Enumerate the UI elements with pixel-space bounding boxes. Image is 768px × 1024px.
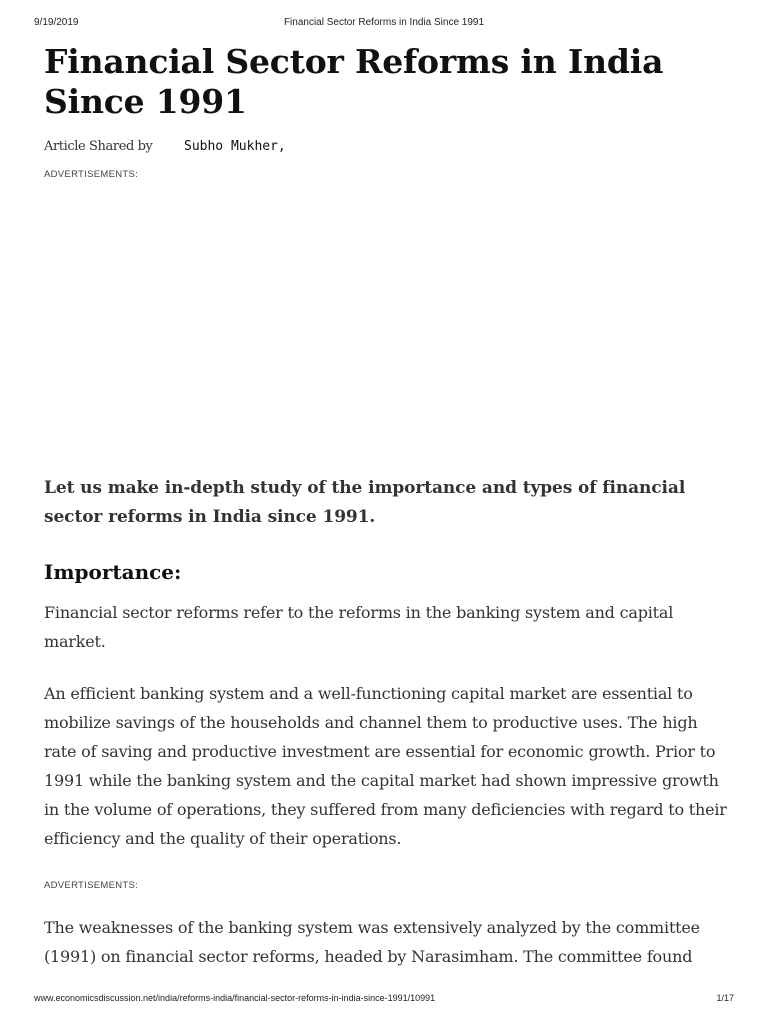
page-number: 1/17 bbox=[716, 993, 734, 1003]
paragraph-2: An efficient banking system and a well-functioning capital market are essential to mobilize savings of the households and channel them to productive uses. The high rate of saving and productive investment are essential for economic growth. Prior to 1991 while the banking system and the capital market had shown impressive growth in the volume of operations, they suffered from many deficiencies with regard to their efficiency and the quality of their operations. bbox=[44, 684, 727, 848]
article-intro: Let us make in-depth study of the importance and types of financial sector reforms in India since 1991. bbox=[44, 478, 686, 527]
paragraph-3: The weaknesses of the banking system was extensively analyzed by the committee (1991) on financial sector reforms, headed by Narasimham. The committee found bbox=[44, 918, 700, 966]
section-heading-importance: Importance: bbox=[44, 560, 182, 584]
print-footer bbox=[0, 993, 768, 1007]
advertisement-slot bbox=[44, 185, 734, 455]
byline bbox=[44, 139, 286, 154]
byline-label: Article Shared by bbox=[44, 139, 153, 154]
author-link[interactable]: Subho Mukher, bbox=[184, 139, 286, 154]
print-url: www.economicsdiscussion.net/india/reforms-india/financial-sector-reforms-in-india-since-1991/10991 bbox=[34, 993, 436, 1003]
article-title: Financial Sector Reforms in India Since 1991 bbox=[44, 42, 664, 121]
paragraph-1: Financial sector reforms refer to the reforms in the banking system and capital market. bbox=[44, 603, 674, 651]
advertisement-label-2: ADVERTISEMENTS: bbox=[44, 880, 139, 891]
print-header bbox=[0, 17, 768, 31]
print-date: 9/19/2019 bbox=[34, 17, 79, 28]
advertisement-label: ADVERTISEMENTS: bbox=[44, 169, 139, 180]
print-doc-title: Financial Sector Reforms in India Since 1991 bbox=[283, 17, 485, 28]
